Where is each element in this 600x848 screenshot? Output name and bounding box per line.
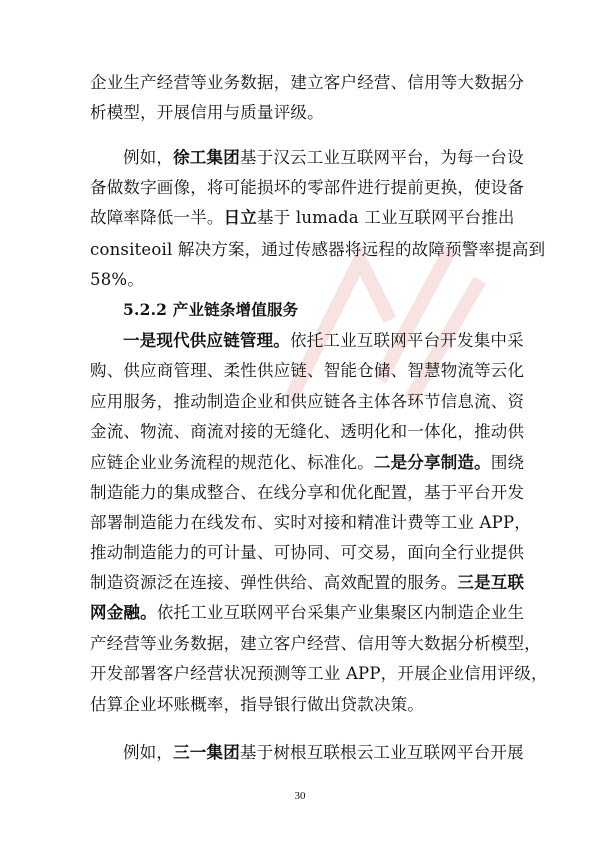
text-segment: 估算企业坏账概率，指导银行做出贷款决策。 bbox=[90, 695, 424, 714]
text-line bbox=[90, 452, 525, 474]
text-segment: 部署制造能力在线发布、实时对接和精准计费等工业 APP， bbox=[90, 513, 531, 532]
bold-phrase: 一是现代供应链管理。 bbox=[123, 331, 290, 350]
text-line bbox=[123, 330, 524, 352]
text-segment: 制造资源泛在连接、弹性供给、高效配置的服务。 bbox=[90, 573, 458, 592]
page-number: 30 bbox=[294, 790, 306, 802]
text-line bbox=[90, 269, 510, 291]
text-line bbox=[90, 542, 525, 564]
text-line bbox=[90, 391, 525, 413]
text-segment: 制造能力的集成整合、在线分享和优化配置，基于平台开发 bbox=[90, 483, 525, 502]
text-line bbox=[90, 421, 525, 443]
text-line bbox=[90, 72, 525, 94]
text-line bbox=[123, 299, 510, 321]
text-segment: 故障率降低一半。 bbox=[90, 208, 224, 227]
text-segment: 例如， bbox=[123, 743, 174, 762]
text-line bbox=[90, 239, 546, 261]
text-line bbox=[90, 102, 510, 124]
text-segment: 基于 lumada 工业互联网平台推出 bbox=[257, 208, 515, 227]
text-line bbox=[123, 742, 524, 764]
text-segment: 基于树根互联根云工业互联网平台开展 bbox=[239, 743, 524, 762]
bold-phrase: 三是互联 bbox=[457, 573, 525, 592]
text-line bbox=[90, 602, 525, 624]
text-line bbox=[90, 663, 548, 685]
text-line bbox=[90, 694, 510, 716]
text-segment: 应链企业业务流程的规范化、标准化。 bbox=[90, 453, 374, 472]
text-line bbox=[90, 633, 541, 655]
text-segment: 围绕 bbox=[490, 453, 525, 472]
text-segment: 基于汉云工业互联网平台，为每一台设 bbox=[239, 148, 524, 167]
text-line bbox=[90, 572, 525, 594]
text-line bbox=[90, 482, 525, 504]
text-segment: 购、供应商管理、柔性供应链、智能仓储、智慧物流等云化 bbox=[90, 361, 525, 380]
text-segment: 依托工业互联网平台采集产业集聚区内制造企业生 bbox=[156, 603, 525, 622]
bold-phrase: 徐工集团 bbox=[173, 148, 240, 167]
bold-phrase: 5.2.2 产业链条增值服务 bbox=[123, 300, 299, 319]
text-segment: 金流、物流、商流对接的无缝化、透明化和一体化，推动供 bbox=[90, 422, 525, 441]
bold-phrase: 日立 bbox=[223, 208, 258, 227]
text-segment: 应用服务，推动制造企业和供应链各主体各环节信息流、资 bbox=[90, 392, 525, 411]
bold-phrase: 三一集团 bbox=[173, 743, 240, 762]
text-segment: 例如， bbox=[123, 148, 174, 167]
text-segment: 依托工业互联网平台开发集中采 bbox=[290, 331, 524, 350]
text-segment: 企业生产经营等业务数据，建立客户经营、信用等大数据分 bbox=[90, 73, 525, 92]
text-line bbox=[123, 147, 524, 169]
text-segment: 析模型，开展信用与质量评级。 bbox=[90, 103, 324, 122]
text-segment: consiteoil 解决方案，通过传感器将远程的故障预警率提高到 bbox=[90, 240, 546, 259]
text-segment: 开发部署客户经营状况预测等工业 APP，开展企业信用评级， bbox=[90, 664, 548, 683]
text-line bbox=[90, 512, 531, 534]
bold-phrase: 网金融。 bbox=[90, 603, 157, 622]
text-segment: 推动制造能力的可计量、可协同、可交易，面向全行业提供 bbox=[90, 543, 525, 562]
bold-phrase: 二是分享制造。 bbox=[373, 453, 491, 472]
text-line bbox=[90, 207, 515, 229]
text-line bbox=[90, 360, 525, 382]
text-segment: 产经营等业务数据，建立客户经营、信用等大数据分析模型， bbox=[90, 634, 541, 653]
text-segment: 备做数字画像，将可能损坏的零部件进行提前更换，使设备 bbox=[90, 178, 525, 197]
text-line bbox=[90, 177, 525, 199]
text-segment: 58%。 bbox=[90, 270, 144, 289]
